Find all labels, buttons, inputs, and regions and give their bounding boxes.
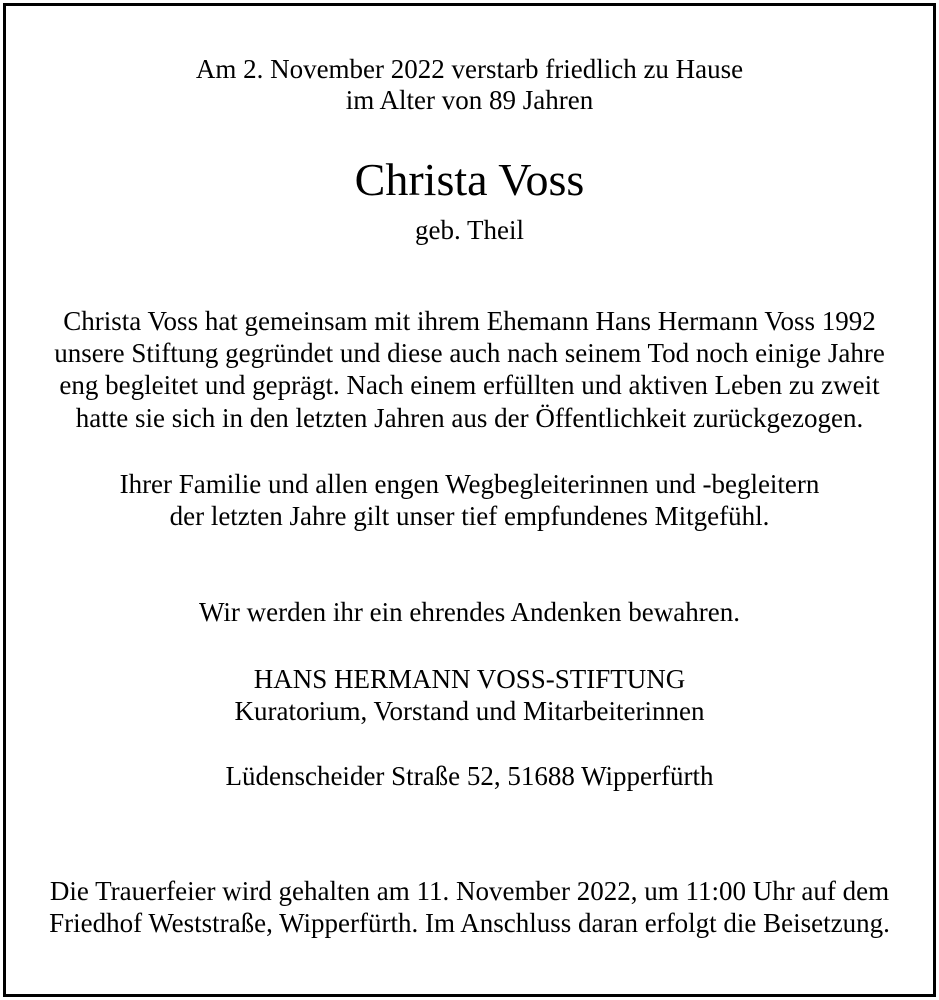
- obituary-border: [3, 3, 936, 997]
- intro-line-1: Am 2. November 2022 verstarb friedlich zu Hause: [195, 54, 744, 84]
- condolence-line-1: Ihrer Familie und allen engen Wegbegleiterinnen und -begleitern: [119, 469, 820, 499]
- deceased-name: Christa Voss: [354, 154, 585, 205]
- birth-name: geb. Theil: [415, 215, 524, 245]
- intro-line-2: im Alter von 89 Jahren: [345, 85, 594, 115]
- tribute-line-3: eng begleitet und geprägt. Nach einem erfüllten und aktiven Leben zu zweit: [59, 370, 880, 400]
- tribute-line-1: Christa Voss hat gemeinsam mit ihrem Ehemann Hans Hermann Voss 1992: [63, 306, 876, 336]
- remembrance-text: Wir werden ihr ein ehrendes Andenken bewahren.: [199, 597, 740, 627]
- organization-name: HANS HERMANN VOSS-STIFTUNG: [253, 664, 686, 694]
- funeral-line-2: Friedhof Weststraße, Wipperfürth. Im Anschluss daran erfolgt die Beisetzung.: [49, 908, 890, 938]
- tribute-line-2: unsere Stiftung gegründet und diese auch nach seinem Tod noch einige Jahre: [54, 338, 885, 368]
- condolence-line-2: der letzten Jahre gilt unser tief empfundenes Mitgefühl.: [169, 501, 770, 531]
- tribute-line-4: hatte sie sich in den letzten Jahren aus der Öffentlichkeit zurückgezogen.: [75, 403, 864, 433]
- organization-members: Kuratorium, Vorstand und Mitarbeiterinnen: [234, 696, 705, 726]
- organization-address: Lüdenscheider Straße 52, 51688 Wipperfürth: [225, 761, 714, 791]
- funeral-line-1: Die Trauerfeier wird gehalten am 11. November 2022, um 11:00 Uhr auf dem: [49, 876, 890, 906]
